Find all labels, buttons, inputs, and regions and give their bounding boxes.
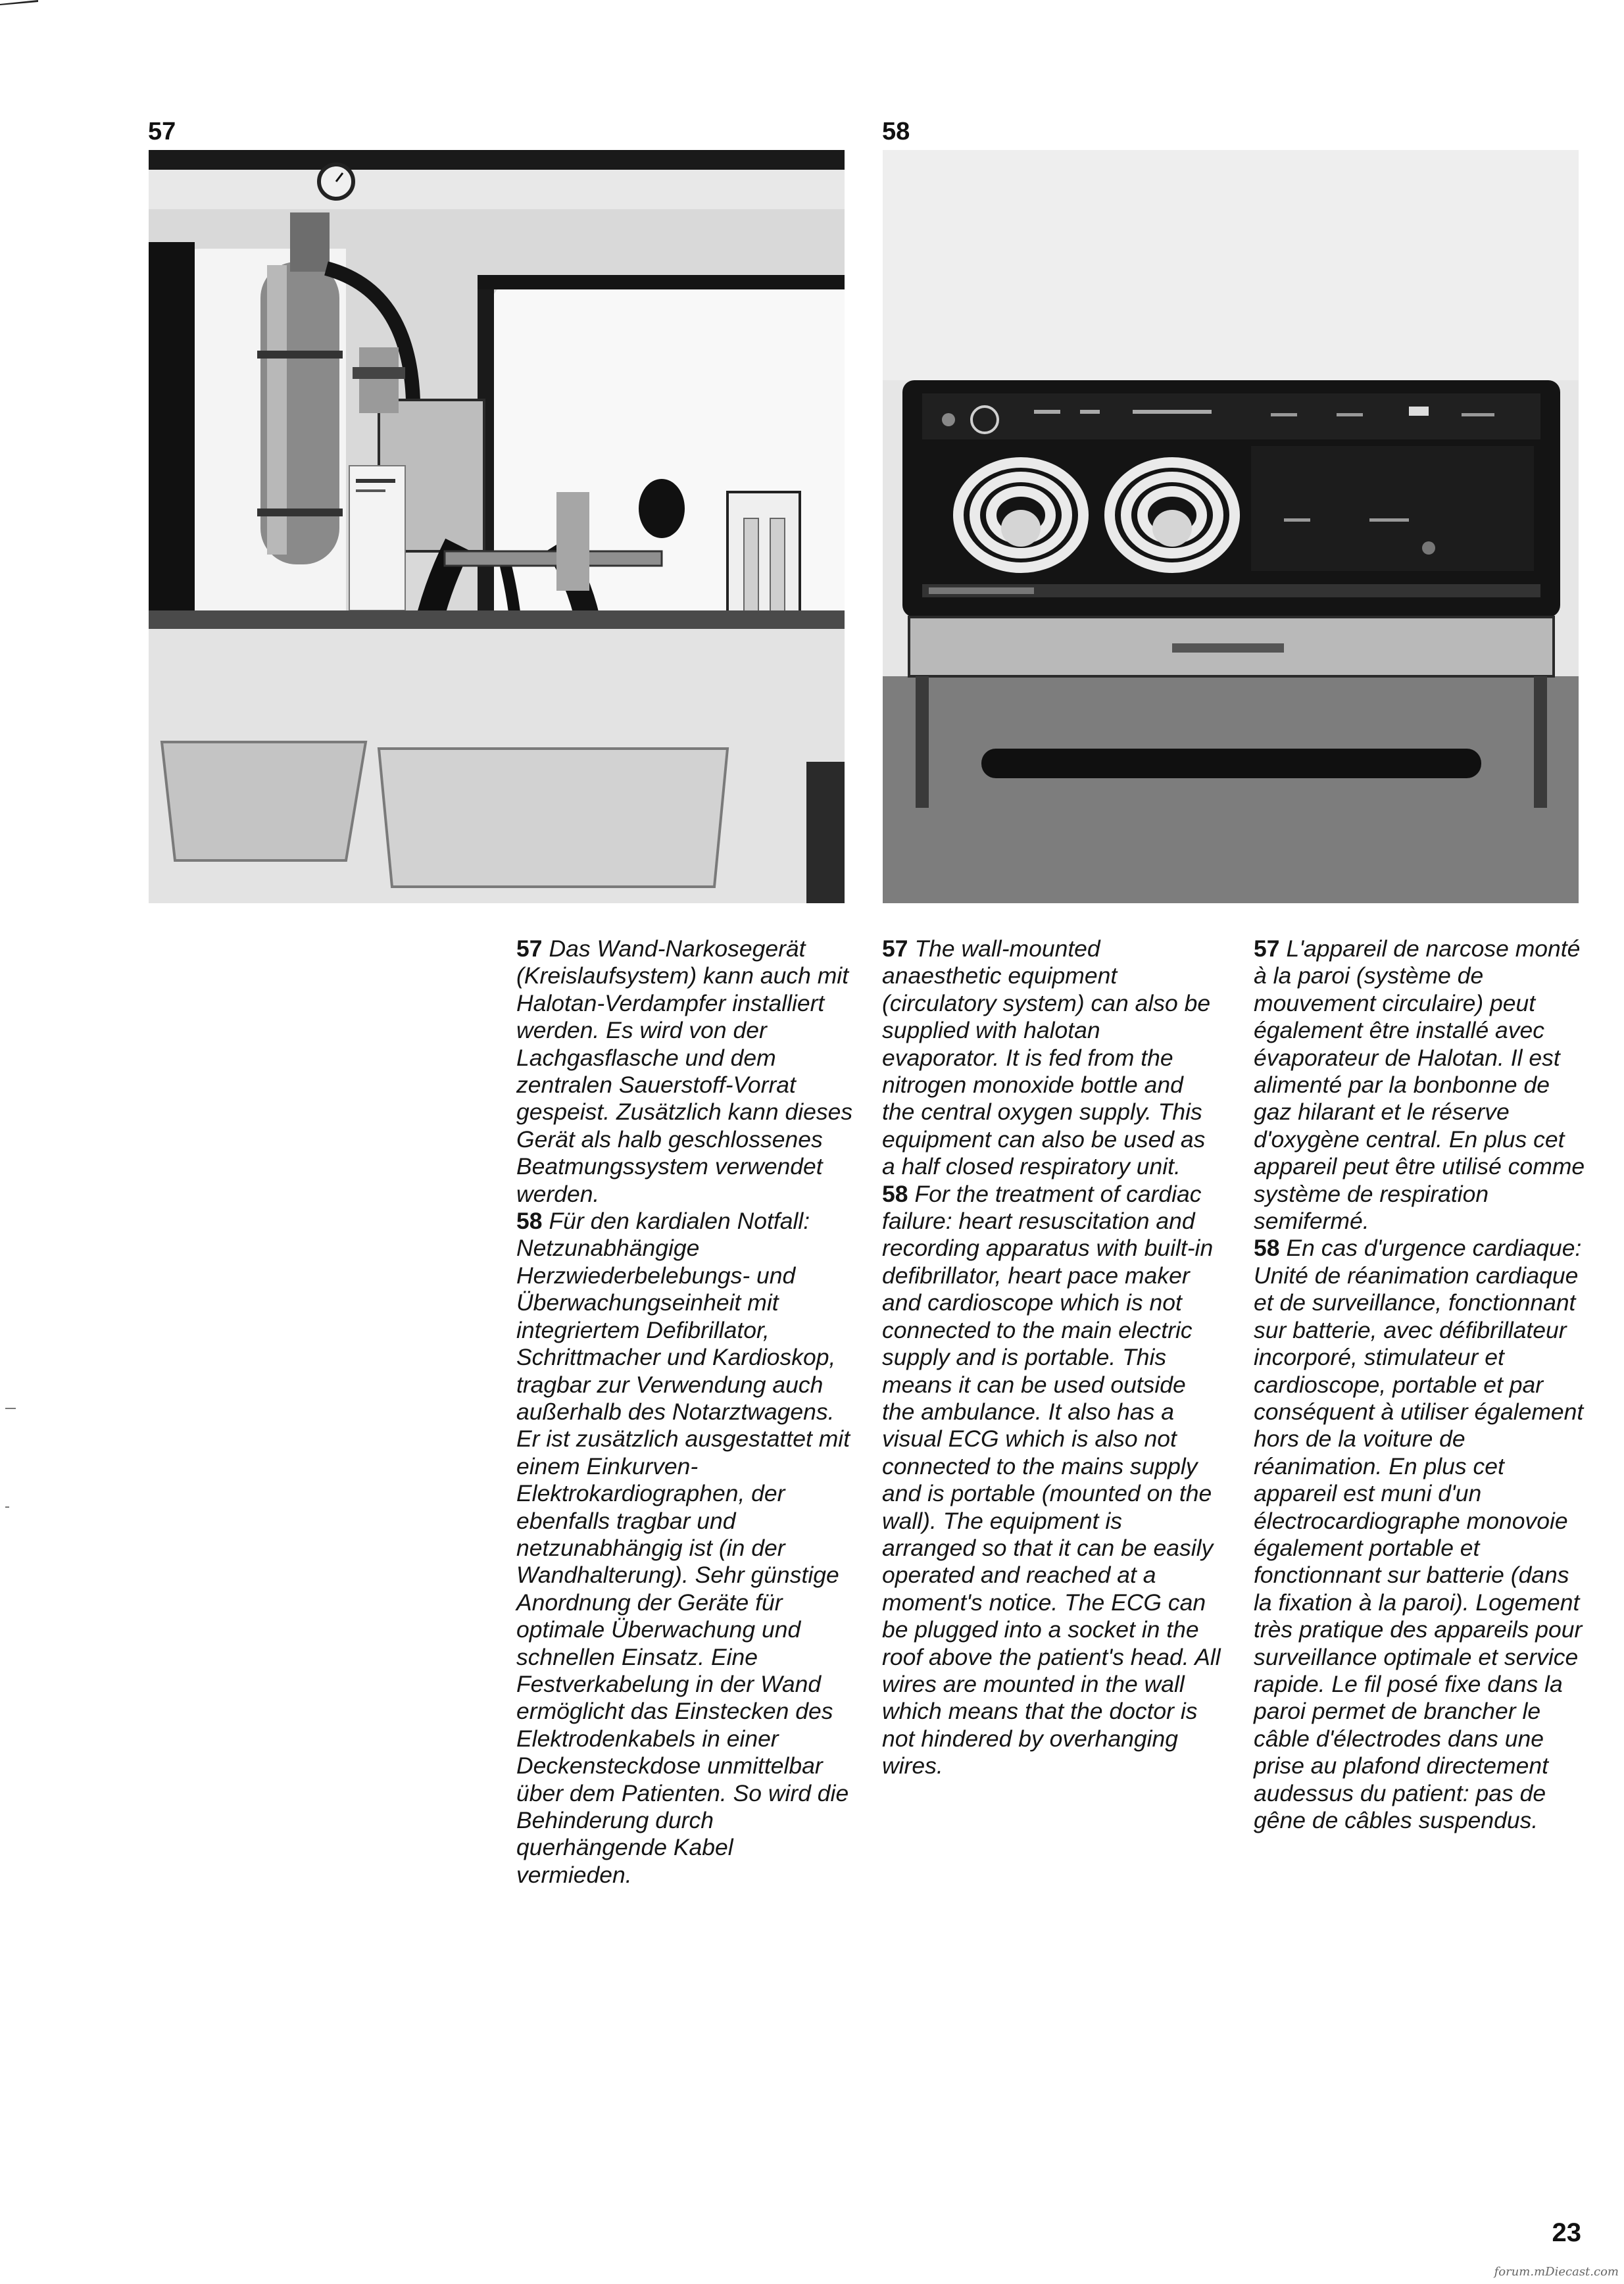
caption-number: 57 (516, 935, 543, 962)
caption-german (516, 935, 855, 1889)
caption-english-58 (882, 1181, 1221, 1780)
scan-edge-mark (5, 1506, 9, 1508)
caption-english (882, 935, 1221, 1780)
caption-text: Das Wand-Narkosegerät (Kreislaufsystem) kann auch mit Halotan-Verdampfer installiert werden. Es wird von der Lachgasflasche und dem zentralen Sauerstoff-Vorrat gespeist. Zusätzlich kann dieses Gerät als halb geschlossenes Beatmungssystem verwendet werden. (516, 935, 853, 1207)
caption-text: L'appareil de narcose monté à la paroi (système de mouvement circulaire) peut également être installé avec évaporateur de Halotan. Il est alimenté par la bonbonne de gaz hilarant et le réserve d'oxygène central. En plus cet appareil peut être utilisé comme système de respiration semifermé. (1254, 935, 1585, 1235)
caption-french (1254, 935, 1592, 1834)
caption-number: 57 (1254, 935, 1280, 962)
caption-french-57 (1254, 935, 1592, 1235)
figure-number-58: 58 (882, 118, 910, 145)
page-number: 23 (1552, 2218, 1581, 2247)
scan-corner-mark (0, 0, 38, 5)
caption-text: For the treatment of cardiac failure: heart resuscitation and recording apparatus with built-in defibrillator, heart pace maker and cardioscope which is not connected to the main electric supply and is portable. This means it can be used outside the ambulance. It also has a visual ECG which is also not connected to the mains supply and is portable (mounted on the wall). The equipment is arranged so that it can be easily operated and reached at a moment's notice. The ECG can be plugged into a socket in the roof above the patient's head. All wires are mounted in the wall which means that the doctor is not hindered by overhanging wires. (882, 1180, 1221, 1779)
caption-german-58 (516, 1208, 855, 1889)
figure-number-57: 57 (148, 118, 176, 145)
caption-text: The wall-mounted anaesthetic equipment (circulatory system) can also be supplied with halotan evaporator. It is fed from the nitrogen monoxide bottle and the central oxygen supply. This equipment can also be used as a half closed respiratory unit. (882, 935, 1211, 1180)
caption-number: 58 (1254, 1235, 1280, 1262)
caption-number: 58 (516, 1208, 543, 1235)
caption-number: 57 (882, 935, 908, 962)
caption-text: Für den kardialen Notfall: Netzunabhängige Herzwiederbelebungs- und Überwachungseinheit mit integriertem Defibrillator, Schrittmacher und Kardioskop, tragbar zur Verwendung auch außerhalb des Notarztwagens. Er ist zusätzlich ausgestattet mit einem Einkurven-Elektrokardiographen, der ebenfalls tragbar und netzunabhängig ist (in der Wandhalterung). Sehr günstige Anordnung der Geräte für optimale Überwachung und schnellen Einsatz. Eine Festverkabelung in der Wand ermöglicht das Einstecken des Elektrodenkabels in einer Deckensteckdose unmittelbar über dem Patienten. So wird die Behinderung durch querhängende Kabel vermieden. (516, 1208, 850, 1888)
caption-text: En cas d'urgence cardiaque: Unité de réanimation cardiaque et de surveillance, fonctionnant sur batterie, avec défibrillateur incorporé, stimulateur et cardioscope, portable et par conséquent à utiliser également hors de la voiture de réanimation. En plus cet appareil est muni d'un électrocardiographe monovoie également portable et fonctionnant sur batterie (dans la fixation à la paroi). Logement très pratique des appareils pour surveillance optimale et service rapide. Le fil posé fixe dans la paroi permet de brancher le câble d'électrodes dans une prise au plafond directement audessus du patient: pas de gêne de câbles suspendus. (1254, 1235, 1584, 1833)
caption-number: 58 (882, 1180, 908, 1207)
photo-anaesthetic-equipment (149, 150, 845, 903)
scan-edge-mark (5, 1408, 16, 1409)
caption-french-58 (1254, 1235, 1592, 1834)
caption-english-57 (882, 935, 1221, 1181)
caption-german-57 (516, 935, 855, 1208)
photo-cardiac-unit (883, 150, 1579, 903)
watermark: forum.mDiecast.com (1494, 2265, 1619, 2279)
